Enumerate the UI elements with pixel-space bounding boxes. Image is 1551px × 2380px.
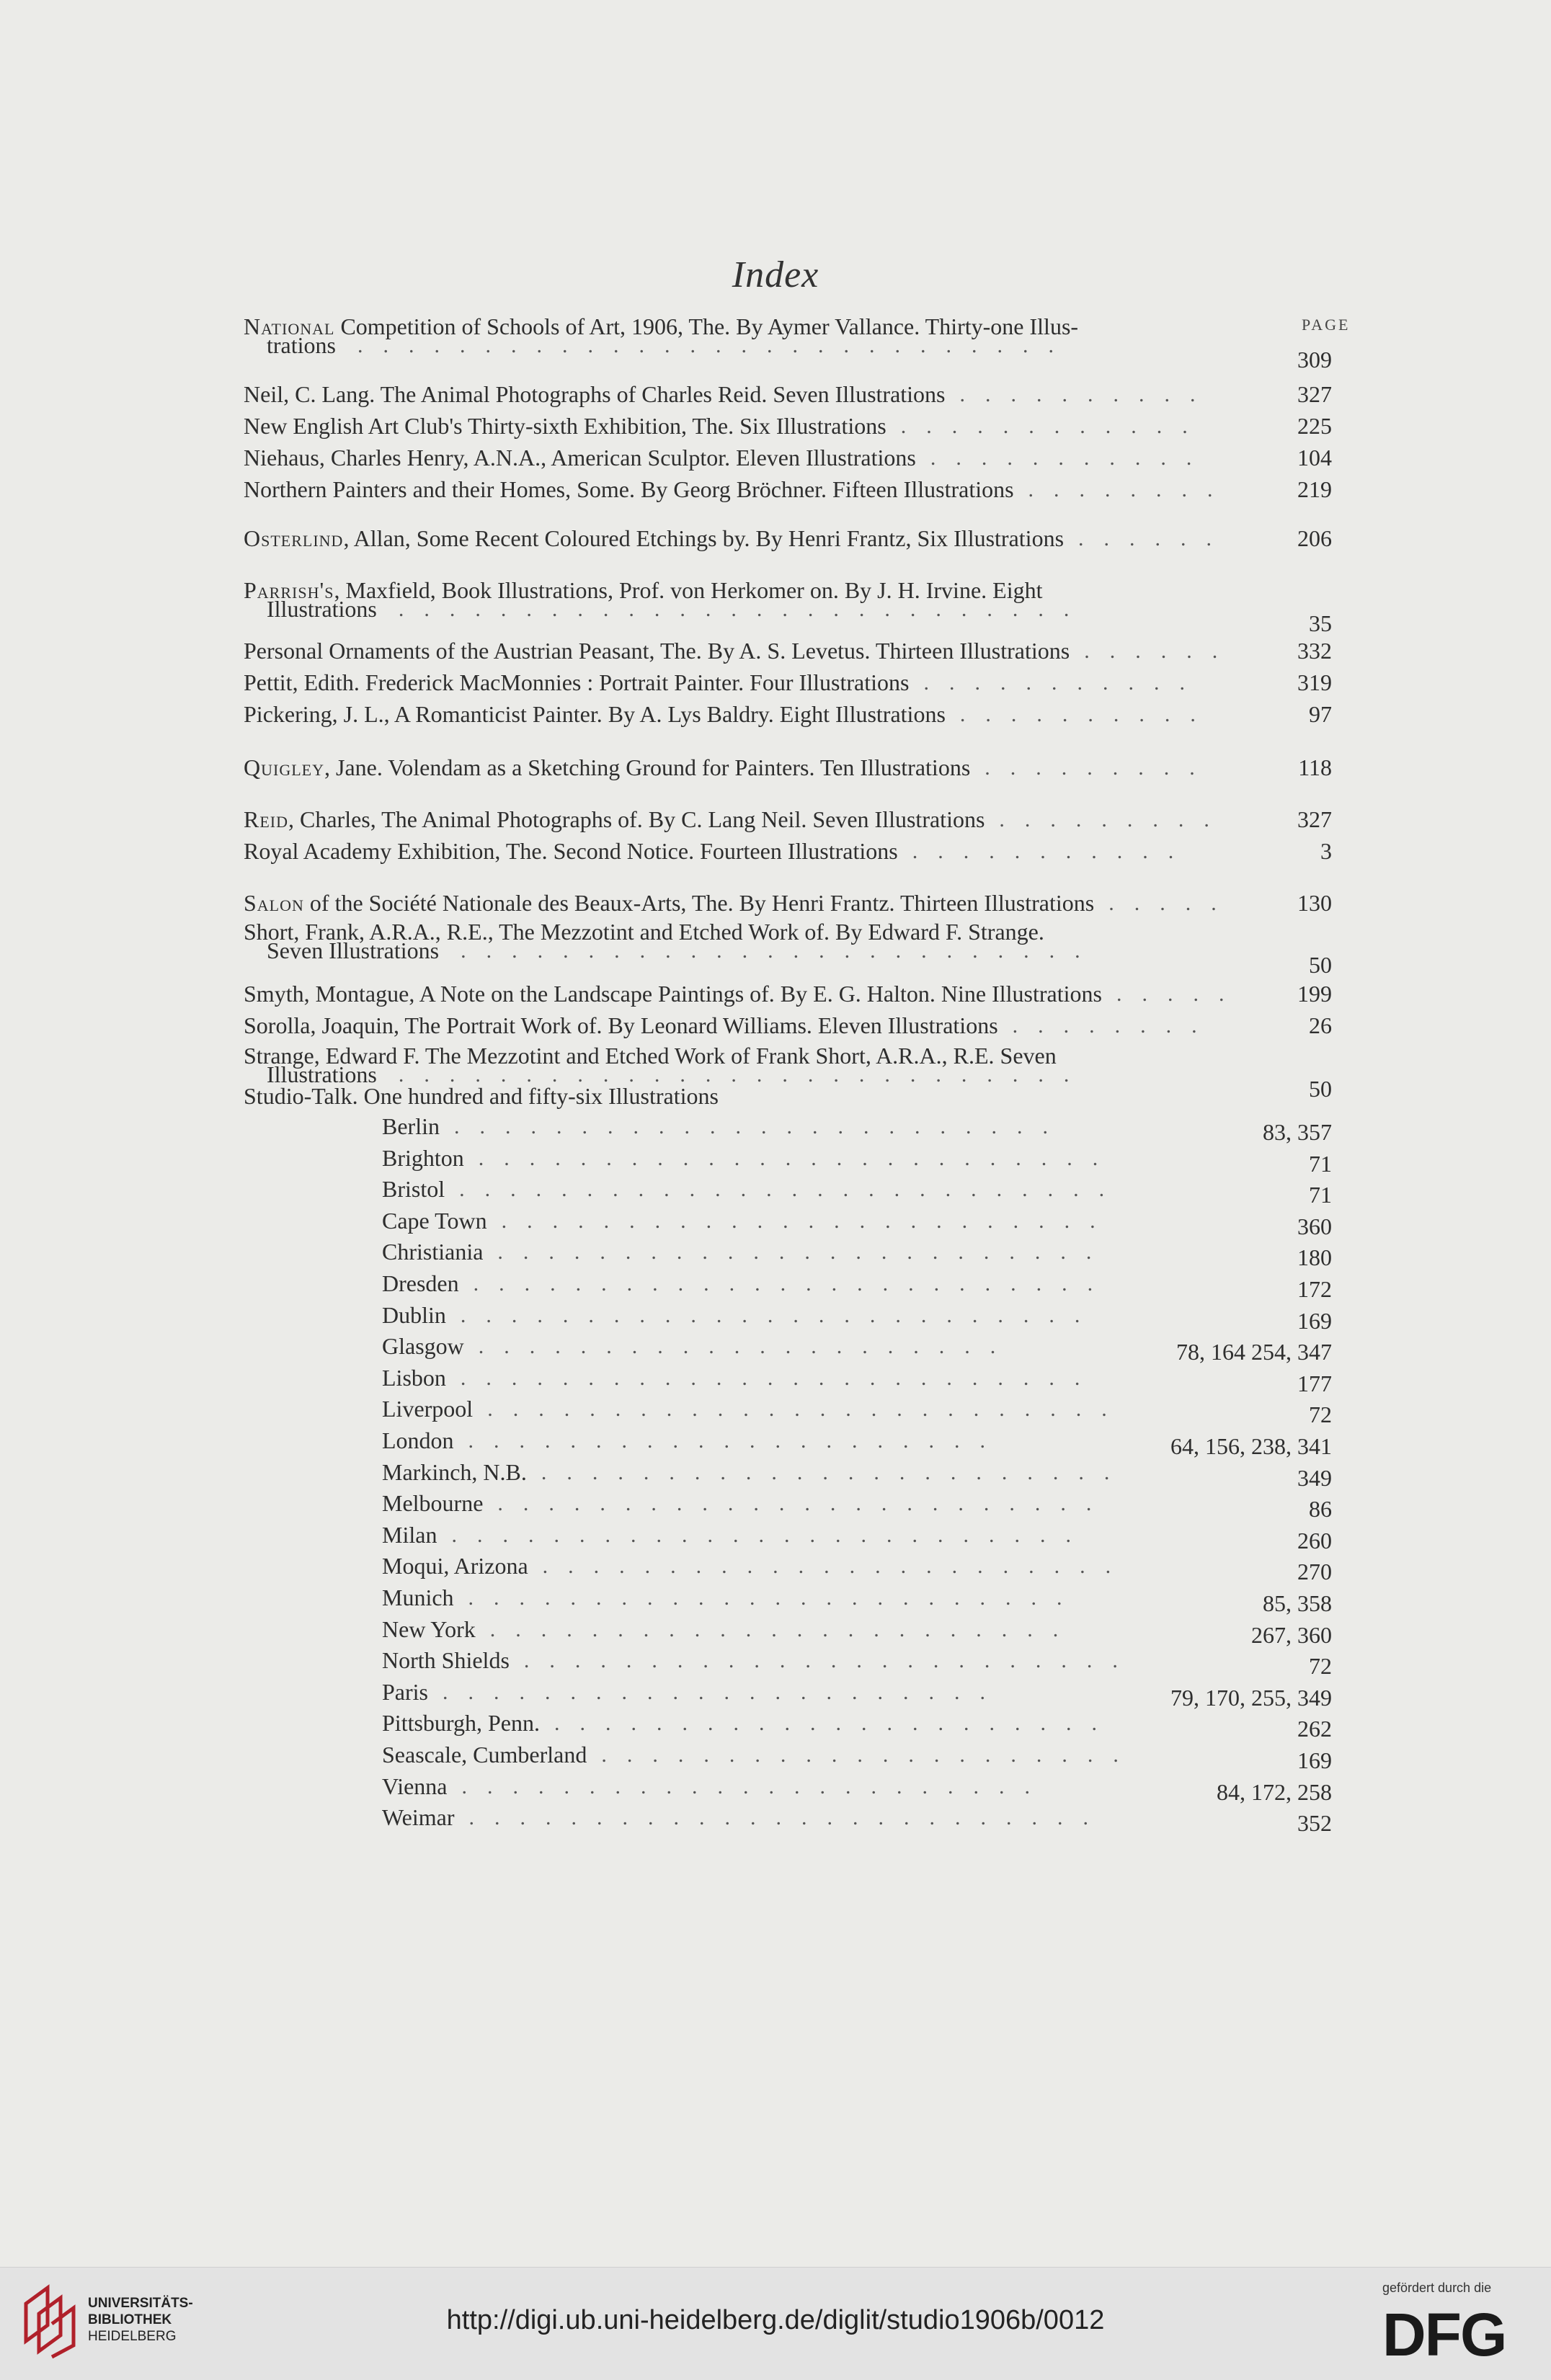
entry-continuation: Seven Illustrations: [267, 937, 440, 963]
entry-text: Personal Ornaments of the Austrian Peasant, The. By A. S. Levetus. Thirteen Illustrations: [244, 638, 1070, 664]
index-entry: [244, 669, 909, 696]
entry-text: Smyth, Montague, A Note on the Landscape Paintings of. By E. G. Halton. Nine Illustrations: [244, 981, 1102, 1007]
index-entry: [244, 444, 916, 471]
entry-text: Sorolla, Joaquin, The Portrait Work of. By Leonard Williams. Eleven Illustrations: [244, 1012, 998, 1038]
leader-dots: .........: [985, 761, 1215, 775]
entry-text: Royal Academy Exhibition, The. Second Notice. Fourteen Illustrations: [244, 838, 898, 864]
studio-talk-pages: 84, 172, 258: [1217, 1779, 1332, 1805]
leader-dots: .........: [999, 813, 1230, 827]
leader-dots: .......................: [489, 1623, 1079, 1637]
entry-page-number: 225: [1297, 413, 1332, 439]
leader-dots: ........................: [468, 1591, 1083, 1605]
leader-dots: ........................: [501, 1214, 1116, 1229]
studio-talk-place: New York: [382, 1616, 476, 1642]
studio-talk-place: Lisbon: [382, 1365, 446, 1391]
entry-page-number: 327: [1297, 806, 1332, 832]
entry-text: , Jane. Volendam as a Sketching Ground for Painters. Ten Illustrations: [324, 754, 971, 780]
entry-page-number: 104: [1297, 445, 1332, 471]
entry-text: of the Société Nationale des Beaux-Arts, The. By Henri Frantz. Thirteen Illustrations: [303, 890, 1095, 916]
leader-dots: .....................: [468, 1434, 1006, 1448]
leader-dots: ...........: [930, 451, 1212, 465]
studio-talk-place: Brighton: [382, 1145, 464, 1171]
studio-talk-pages: 85, 358: [1263, 1590, 1332, 1616]
entry-text: Niehaus, Charles Henry, A.N.A., American Sculptor. Eleven Illustrations: [244, 445, 916, 471]
studio-talk-pages: 360: [1297, 1213, 1332, 1239]
leader-dots: .........................: [451, 1528, 1091, 1543]
studio-talk-place: Dublin: [382, 1302, 446, 1328]
studio-talk-pages: 71: [1309, 1151, 1332, 1177]
library-name-line: HEIDELBERG: [88, 2329, 177, 2344]
entry-text: Pettit, Edith. Frederick MacMonnies : Portrait Painter. Four Illustrations: [244, 669, 910, 695]
entry-text: Studio-Talk. One hundred and fifty-six Illustrations: [244, 1083, 719, 1109]
leader-dots: ........................: [497, 1245, 1112, 1260]
entry-page-number: 50: [1309, 952, 1332, 978]
leader-dots: ........................: [523, 1654, 1138, 1668]
studio-talk-pages: 83, 357: [1263, 1119, 1332, 1145]
studio-talk-place: Markinch, N.B.: [382, 1459, 527, 1485]
leader-dots: .....: [1116, 987, 1245, 1002]
studio-talk-place: Pittsburgh, Penn.: [382, 1710, 540, 1736]
entry-continuation: Illustrations: [267, 596, 377, 622]
leader-dots: ........................: [497, 1497, 1112, 1511]
entry-page-number: 332: [1297, 638, 1332, 664]
leader-dots: ............................: [357, 339, 1074, 353]
studio-talk-place: Dresden: [382, 1270, 459, 1296]
entry-page-number: 206: [1297, 525, 1332, 551]
entry-page-number: 309: [1297, 347, 1332, 373]
entry-text: Short, Frank, A.R.A., R.E., The Mezzotint and Etched Work of. By Edward F. Strange.: [244, 919, 1044, 945]
leader-dots: .....................: [478, 1340, 1016, 1354]
index-entry: [244, 525, 1064, 552]
entry-text: Pickering, J. L., A Romanticist Painter. By A. Lys Baldry. Eight Illustrations: [244, 701, 946, 727]
leader-dots: ......: [1084, 644, 1238, 659]
studio-talk-place: Melbourne: [382, 1490, 484, 1516]
studio-talk-place: Paris: [382, 1679, 428, 1705]
index-entry: [244, 476, 1014, 503]
entry-page-number: 327: [1297, 381, 1332, 407]
leader-dots: ...........................: [398, 602, 1090, 617]
leader-dots: ...........: [912, 844, 1194, 859]
index-entry: [244, 1012, 998, 1039]
funder-label: gefördert durch die: [1382, 2281, 1492, 2295]
leader-dots: .........................: [487, 1402, 1127, 1417]
dfg-logo: DFG: [1382, 2301, 1506, 2368]
leader-dots: .........................: [473, 1277, 1114, 1291]
studio-talk-pages: 270: [1297, 1559, 1332, 1585]
leader-dots: ........: [1028, 483, 1233, 497]
studio-talk-pages: 180: [1297, 1244, 1332, 1270]
entry-text: Strange, Edward F. The Mezzotint and Etched Work of Frank Short, A.R.A., R.E. Seven: [244, 1043, 1057, 1069]
leader-dots: .........................: [460, 1309, 1101, 1323]
page-title: Index: [732, 254, 819, 295]
footer-bar: [0, 2267, 1551, 2380]
page-column-label: PAGE: [1302, 316, 1351, 334]
studio-talk-place: Cape Town: [382, 1208, 487, 1234]
leader-dots: .........................: [468, 1811, 1108, 1825]
entry-page-number: 219: [1297, 476, 1332, 502]
studio-talk-pages: 86: [1309, 1496, 1332, 1522]
library-name-line: BIBLIOTHEK: [88, 2312, 172, 2327]
index-entry: [244, 313, 1078, 340]
entry-text: , Maxfield, Book Illustrations, Prof. von Herkomer on. By J. H. Irvine. Eight: [334, 577, 1043, 603]
leader-dots: .....: [1108, 896, 1237, 911]
entry-text: New English Art Club's Thirty-sixth Exhibition, The. Six Illustrations: [244, 413, 886, 439]
entry-page-number: 3: [1320, 838, 1332, 864]
entry-lead: Quigley: [244, 754, 324, 780]
entry-continuation: trations: [267, 332, 336, 358]
index-entry: [244, 412, 886, 440]
studio-talk-pages: 169: [1297, 1747, 1332, 1773]
leader-dots: ..........................: [459, 1182, 1125, 1197]
index-entry: [244, 637, 1070, 664]
entry-text: Competition of Schools of Art, 1906, The. By Aymer Vallance. Thirty-one Illus-: [334, 313, 1079, 339]
leader-dots: .......................: [541, 1466, 1130, 1480]
studio-talk-pages: 71: [1309, 1182, 1332, 1208]
entry-continuation: Illustrations: [267, 1061, 377, 1087]
entry-page-number: 130: [1297, 890, 1332, 916]
entry-lead: Reid: [244, 806, 288, 832]
leader-dots: ......................: [554, 1716, 1117, 1731]
index-entry: [244, 700, 946, 728]
studio-talk-place: Moqui, Arizona: [382, 1553, 528, 1579]
entry-lead: Osterlind: [244, 525, 344, 551]
entry-page-number: 319: [1297, 669, 1332, 695]
leader-dots: .........................: [460, 1371, 1101, 1386]
studio-talk-place: Seascale, Cumberland: [382, 1742, 587, 1768]
leader-dots: ........................: [453, 1120, 1068, 1134]
leader-dots: ..........: [959, 388, 1216, 402]
entry-text: , Allan, Some Recent Coloured Etchings by. By Henri Frantz, Six Illustrations: [343, 525, 1065, 551]
entry-page-number: 35: [1309, 610, 1332, 636]
studio-talk-pages: 262: [1297, 1716, 1332, 1742]
leader-dots: ........: [1012, 1019, 1217, 1033]
leader-dots: .......................: [542, 1559, 1132, 1574]
studio-talk-place: Munich: [382, 1585, 454, 1610]
studio-talk-place: Weimar: [382, 1804, 455, 1830]
leader-dots: .........................: [478, 1151, 1119, 1166]
studio-talk-pages: 352: [1297, 1810, 1332, 1836]
studio-talk-pages: 72: [1309, 1401, 1332, 1427]
leader-dots: ......: [1078, 532, 1232, 546]
studio-talk-place: Vienna: [382, 1773, 448, 1799]
studio-talk-place: Bristol: [382, 1176, 445, 1202]
index-entry: [244, 889, 1094, 917]
studio-talk-pages: 78, 164 254, 347: [1176, 1339, 1332, 1365]
studio-talk-pages: 177: [1297, 1370, 1332, 1396]
studio-talk-pages: 260: [1297, 1528, 1332, 1554]
studio-talk-pages: 79, 170, 255, 349: [1170, 1685, 1332, 1711]
studio-talk-pages: 72: [1309, 1653, 1332, 1679]
entry-lead: National: [244, 313, 335, 339]
studio-talk-place: Milan: [382, 1522, 437, 1548]
leader-dots: ............: [900, 419, 1208, 434]
entry-text: Neil, C. Lang. The Animal Photographs of Charles Reid. Seven Illustrations: [244, 381, 946, 407]
index-entry: [244, 980, 1102, 1007]
studio-talk-pages: 169: [1297, 1308, 1332, 1334]
leader-dots: ......................: [443, 1685, 1005, 1700]
index-entry: [244, 1082, 719, 1110]
entry-page-number: 97: [1309, 701, 1332, 727]
studio-talk-place: London: [382, 1427, 454, 1453]
studio-talk-place: Christiania: [382, 1239, 484, 1265]
index-entry: [244, 806, 985, 833]
leader-dots: .........................: [461, 944, 1101, 958]
studio-talk-place: North Shields: [382, 1647, 510, 1673]
leader-dots: ..........: [959, 708, 1216, 722]
digital-url[interactable]: http://digi.ub.uni-heidelberg.de/diglit/studio1906b/0012: [446, 2305, 1105, 2335]
leader-dots: .....................: [601, 1748, 1139, 1762]
studio-talk-pages: 267, 360: [1251, 1622, 1332, 1648]
entry-lead: Parrish's: [244, 577, 334, 603]
index-entry: [244, 754, 970, 781]
leader-dots: ...........: [923, 676, 1205, 690]
entry-page-number: 26: [1309, 1012, 1332, 1038]
entry-page-number: 199: [1297, 981, 1332, 1007]
entry-lead: Salon: [244, 890, 304, 916]
index-entry: [244, 380, 946, 408]
studio-talk-place: Liverpool: [382, 1396, 474, 1422]
studio-talk-pages: 64, 156, 238, 341: [1170, 1433, 1332, 1459]
studio-talk-pages: 172: [1297, 1276, 1332, 1302]
entry-page-number: 50: [1309, 1076, 1332, 1102]
entry-page-number: 118: [1298, 754, 1332, 780]
entry-text: Northern Painters and their Homes, Some. By Georg Bröchner. Fifteen Illustrations: [244, 476, 1014, 502]
studio-talk-place: Glasgow: [382, 1333, 464, 1359]
leader-dots: ...........................: [398, 1068, 1090, 1082]
leader-dots: .......................: [461, 1780, 1050, 1794]
index-entry: [244, 837, 898, 865]
studio-talk-place: Berlin: [382, 1113, 440, 1139]
studio-talk-pages: 349: [1297, 1465, 1332, 1491]
library-name-line: UNIVERSITÄTS-: [88, 2296, 193, 2311]
entry-text: , Charles, The Animal Photographs of. By C. Lang Neil. Seven Illustrations: [288, 806, 985, 832]
